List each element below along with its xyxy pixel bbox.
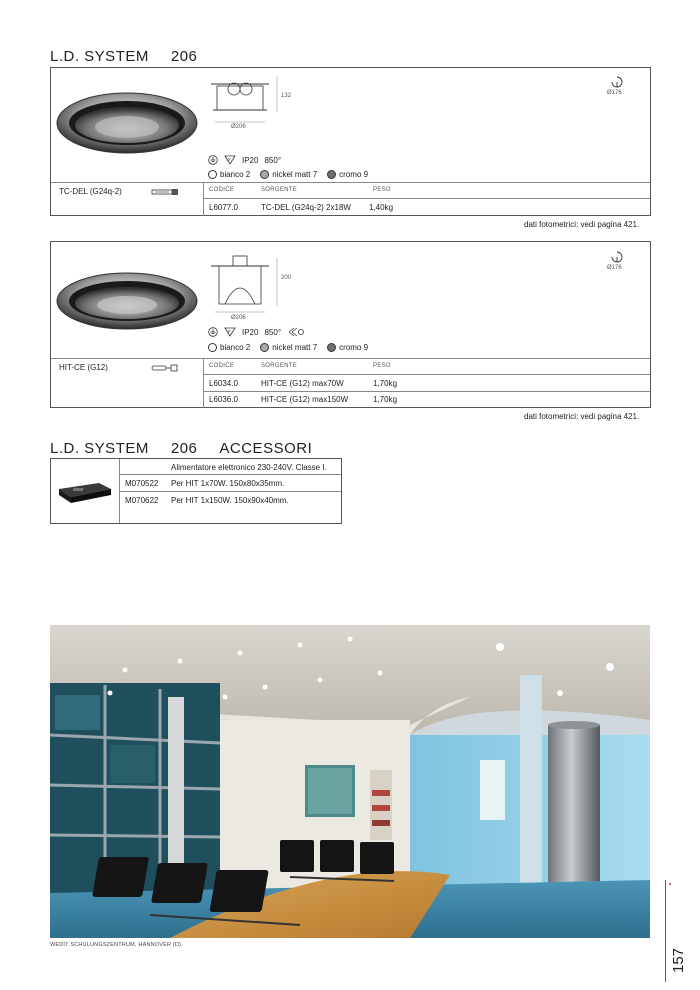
accessories-title	[50, 440, 334, 457]
finish-cromo: cromo 9	[327, 170, 368, 179]
cutout-diameter-icon	[611, 76, 623, 88]
swatch-bianco	[208, 343, 217, 352]
section-title	[50, 48, 219, 65]
cutout-diameter-icon	[611, 251, 623, 263]
spec-symbols	[208, 155, 281, 165]
svg-text:F: F	[228, 329, 231, 334]
row-source: TC-DEL (G24q-2) 2x18W	[261, 203, 351, 212]
dim-cutout: Ø176	[607, 265, 622, 271]
col-sorgente: SORGENTE	[261, 363, 298, 369]
lamp-tube-icon	[151, 188, 179, 196]
svg-text:F: F	[228, 157, 231, 162]
row-weight: 1,70kg	[373, 395, 398, 404]
accessories-panel	[50, 458, 342, 524]
technical-drawing	[207, 248, 287, 316]
accessory-desc: Per HIT 1x70W. 150x80x35mm.	[171, 479, 285, 488]
finish-options	[208, 343, 368, 352]
ip-rating: IP20	[242, 327, 259, 337]
title-main: L.D. SYSTEM	[50, 440, 149, 457]
accessory-desc: Per HIT 1x150W. 150x90x40mm.	[171, 496, 289, 505]
accessory-header: Alimentatore elettronico 230-240V. Classe I.	[171, 463, 327, 472]
swatch-nickel	[260, 343, 269, 352]
swatch-nickel	[260, 170, 269, 179]
row-code: L6034.0	[209, 379, 238, 388]
product-panel-1	[50, 67, 651, 216]
dim-width: Ø206	[231, 315, 246, 321]
lamp-type-label: TC-DEL (G24q-2)	[59, 187, 122, 196]
finish-nickel: nickel matt 7	[260, 170, 317, 179]
finish-nickel: nickel matt 7	[260, 343, 317, 352]
dim-height: 132	[281, 93, 292, 99]
downlight-product-image	[53, 267, 201, 337]
electronic-ballast-image	[55, 479, 115, 505]
dim-width: Ø206	[231, 124, 246, 130]
photo-caption: WEDIT SCHULUNGSZENTRUM, HANNOVER (D).	[50, 942, 183, 948]
row-code: L6077.0	[209, 203, 238, 212]
title-code: 206	[170, 48, 198, 65]
halogen-icon	[287, 327, 305, 337]
technical-drawing	[207, 74, 287, 136]
spec-symbols	[208, 327, 305, 337]
row-source: HIT-CE (G12) max150W	[261, 395, 349, 404]
title-sub: ACCESSORI	[219, 440, 313, 457]
ground-symbol-icon	[208, 327, 218, 337]
page-number-wrap	[664, 945, 694, 975]
swatch-cromo	[327, 170, 336, 179]
row-weight: 1,70kg	[373, 379, 398, 388]
lamp-capsule-icon	[151, 364, 179, 372]
dim-height: 200	[281, 275, 292, 281]
ground-symbol-icon	[208, 155, 218, 165]
col-sorgente: SORGENTE	[261, 187, 298, 193]
glow-wire-temp: 850°	[264, 155, 282, 165]
col-peso: PESO	[373, 187, 391, 193]
swatch-cromo	[327, 343, 336, 352]
photometric-note: dati fotometrici: vedi pagina 421.	[524, 412, 640, 421]
f-mark-icon	[224, 327, 236, 337]
accessory-code: M070622	[125, 496, 159, 505]
dim-cutout: Ø176	[607, 90, 622, 96]
interior-photo-illustration	[50, 625, 650, 938]
row-weight: 1,40kg	[369, 203, 394, 212]
finish-bianco: bianco 2	[208, 170, 250, 179]
glow-wire-temp: 850°	[264, 327, 282, 337]
lamp-type-label: HIT-CE (G12)	[59, 363, 108, 372]
finish-options	[208, 170, 368, 179]
photometric-note: dati fotometrici: vedi pagina 421.	[524, 220, 640, 229]
downlight-product-image	[53, 86, 201, 156]
f-mark-icon	[224, 155, 236, 165]
interior-photo	[50, 625, 650, 938]
page-number: 157	[670, 947, 688, 973]
col-codice: CODICE	[209, 187, 235, 193]
swatch-bianco	[208, 170, 217, 179]
finish-cromo: cromo 9	[327, 343, 368, 352]
col-peso: PESO	[373, 363, 391, 369]
accessory-code: M070522	[125, 479, 159, 488]
page-marker-dot	[669, 883, 671, 885]
row-source: HIT-CE (G12) max70W	[261, 379, 344, 388]
ip-rating: IP20	[242, 155, 259, 165]
row-code: L6036.0	[209, 395, 238, 404]
product-panel-2	[50, 241, 651, 408]
finish-bianco: bianco 2	[208, 343, 250, 352]
title-code: 206	[170, 440, 198, 457]
title-main: L.D. SYSTEM	[50, 48, 149, 65]
col-codice: CODICE	[209, 363, 235, 369]
